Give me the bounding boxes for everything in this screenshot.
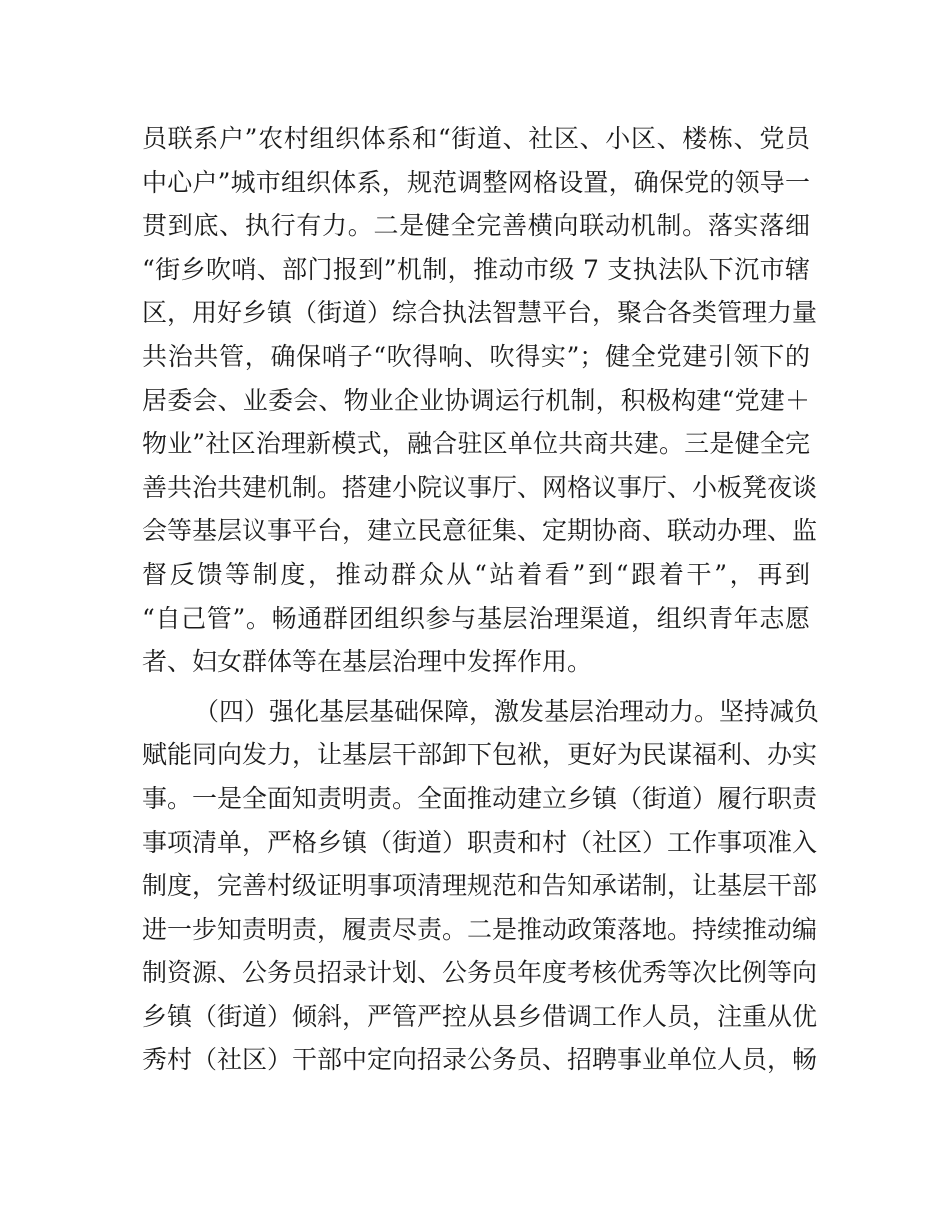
text-line: 进一步知责明责，履责尽责。二是推动政策落地。持续推动编 (142, 914, 818, 944)
text-line: 事。一是全面知责明责。全面推动建立乡镇（街道）履行职责 (142, 783, 818, 813)
paragraph-2 (142, 690, 820, 1082)
text-line: 区，用好乡镇（街道）综合执法智慧平台，聚合各类管理力量 (142, 298, 818, 328)
text-line: 物业”社区治理新模式，融合驻区单位共商共建。三是健全完 (142, 429, 810, 459)
text-line: 制资源、公务员招录计划、公务员年度考核优秀等次比例等向 (142, 958, 818, 988)
text-line: 会等基层议事平台，建立民意征集、定期协商、联动办理、监 (142, 516, 818, 546)
text-line: 共治共管，确保哨子“吹得响、吹得实”；健全党建引领下的 (142, 341, 810, 371)
paragraph-1 (142, 117, 818, 684)
text-line: 赋能同向发力，让基层干部卸下包袱，更好为民谋福利、办实 (142, 740, 818, 770)
section-heading-line: （四）强化基层基础保障，激发基层治理动力。坚持减负 (194, 696, 820, 726)
text-line: 制度，完善村级证明事项清理规范和告知承诺制，让基层干部 (142, 871, 818, 901)
text-line: “街乡吹哨、部门报到”机制，推动市级 7 支执法队下沉市辖 (142, 254, 810, 284)
text-line: 中心户”城市组织体系，规范调整网格设置，确保党的领导一 (142, 167, 810, 197)
text-line: 善共治共建机制。搭建小院议事厅、网格议事厅、小板凳夜谈 (142, 472, 818, 502)
text-line: 贯到底、执行有力。二是健全完善横向联动机制。落实落细 (142, 211, 810, 241)
text-line: 乡镇（街道）倾斜，严管严控从县乡借调工作人员，注重从优 (142, 1001, 818, 1031)
text-line: 秀村（社区）干部中定向招录公务员、招聘事业单位人员，畅 (142, 1045, 818, 1075)
text-line: 者、妇女群体等在基层治理中发挥作用。 (142, 647, 593, 677)
text-line: 事项清单，严格乡镇（街道）职责和村（社区）工作事项准入 (142, 827, 818, 857)
text-line: 员联系户”农村组织体系和“街道、社区、小区、楼栋、党员 (142, 124, 810, 153)
text-line: 督反馈等制度，推动群众从“站着看”到“跟着干”，再到 (142, 559, 810, 589)
document-body (142, 117, 820, 1082)
text-line: “自己管”。畅通群团组织参与基层治理渠道，组织青年志愿 (142, 603, 810, 633)
text-line: 居委会、业委会、物业企业协调运行机制，积极构建“党建＋ (142, 385, 810, 415)
